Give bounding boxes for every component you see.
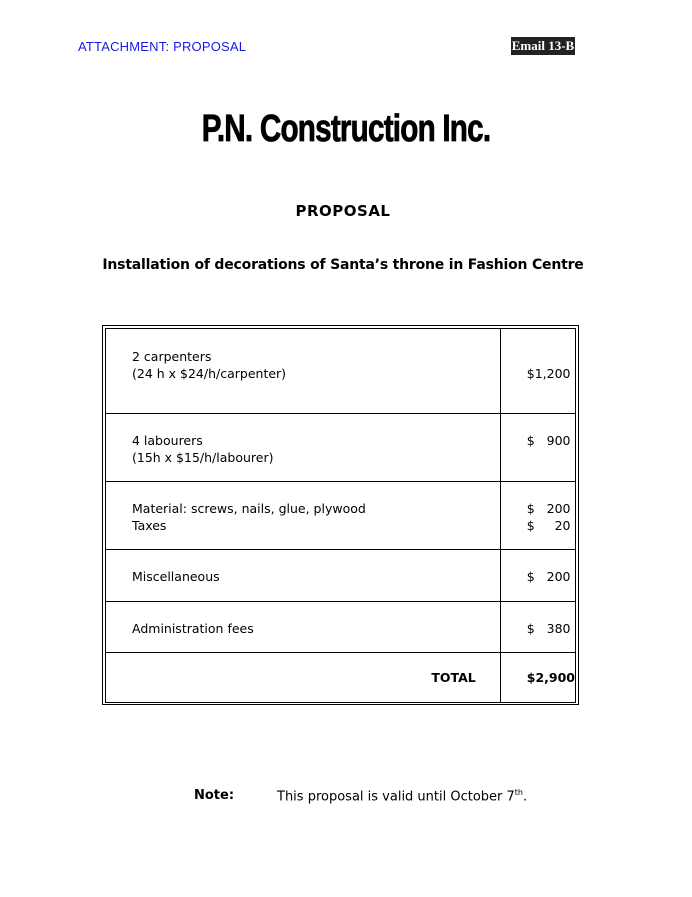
amount-line: $ 200 — [526, 569, 571, 584]
total-label: TOTAL — [106, 653, 501, 703]
document-title: PROPOSAL — [295, 202, 391, 220]
attachment-label: ATTACHMENT: PROPOSAL — [78, 39, 247, 54]
row-amount — [500, 482, 575, 550]
amount-line: $ 900 — [526, 433, 571, 448]
desc-line: Administration fees — [132, 621, 254, 636]
desc-line: (15h x $15/h/labourer) — [132, 450, 274, 465]
note-label: Note: — [194, 788, 235, 803]
desc-line: 4 labourers — [132, 433, 203, 448]
row-description — [106, 602, 501, 653]
row-description — [106, 329, 501, 414]
row-amount — [500, 414, 575, 482]
note-body: This proposal is valid until October 7 — [277, 789, 515, 805]
total-amount: $2,900 — [500, 653, 575, 703]
row-description — [106, 482, 501, 550]
table-row — [106, 414, 576, 482]
cost-table-frame — [102, 325, 579, 705]
amount-line: $ 20 — [526, 518, 571, 533]
table-row — [106, 550, 576, 602]
document-subtitle: Installation of decorations of Santa’s throne in Fashion Centre — [102, 257, 584, 273]
desc-line: (24 h x $24/h/carpenter) — [132, 366, 287, 381]
table-row — [106, 329, 576, 414]
total-row — [106, 653, 576, 703]
amount-line: $ 380 — [526, 621, 571, 636]
amount-line: $ 200 — [526, 501, 571, 516]
table-row — [106, 602, 576, 653]
desc-line: Material: screws, nails, glue, plywood — [132, 501, 366, 516]
row-amount — [500, 329, 575, 414]
company-name: P.N. Construction Inc. — [201, 108, 491, 150]
email-tag: Email 13-B — [511, 38, 575, 53]
note-superscript: th — [514, 788, 524, 797]
row-description — [106, 550, 501, 602]
desc-line: 2 carpenters — [132, 349, 212, 364]
amount-line: $1,200 — [526, 366, 571, 381]
row-description — [106, 414, 501, 482]
desc-line: Taxes — [132, 518, 167, 533]
row-amount — [500, 550, 575, 602]
note-text — [277, 788, 527, 804]
desc-line: Miscellaneous — [132, 569, 220, 584]
note-end: . — [523, 789, 528, 805]
cost-table — [105, 328, 576, 703]
table-row — [106, 482, 576, 550]
row-amount — [500, 602, 575, 653]
